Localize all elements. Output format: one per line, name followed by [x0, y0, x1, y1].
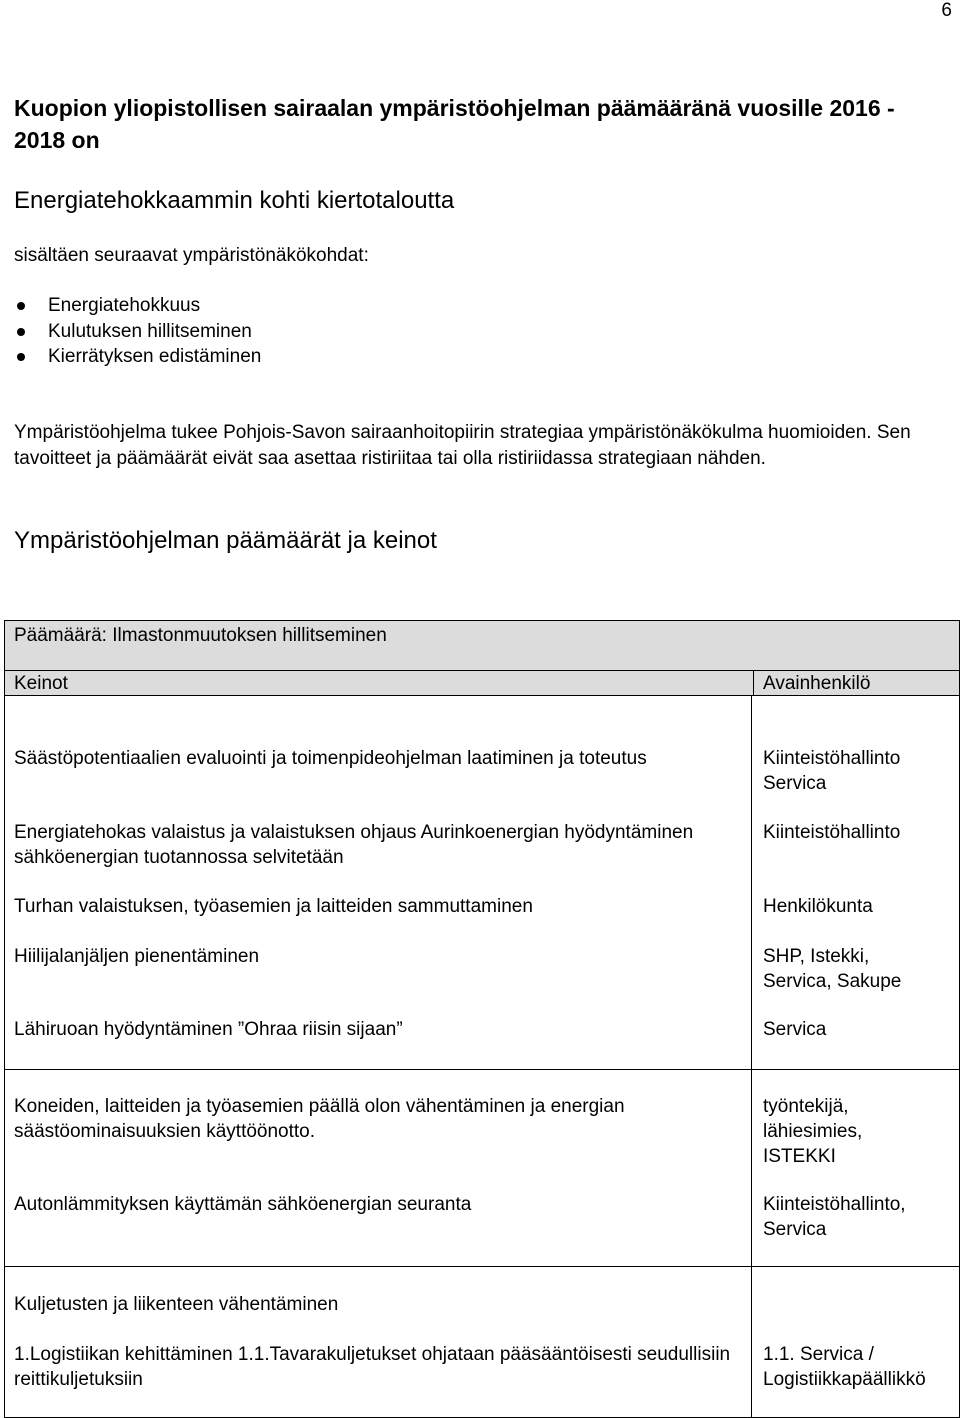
table-block: [4, 1267, 960, 1418]
list-item: Kierrätyksen edistäminen: [14, 344, 261, 370]
list-item: Energiatehokkuus: [14, 293, 261, 319]
strategy-paragraph: Ympäristöohjelma tukee Pohjois-Savon sairaanhoitopiirin strategiaa ympäristönäkökulma huomioiden. Sen tavoitteet ja päämäärät eivät saa asettaa ristiriitaa tai olla ristiriidassa strategiaan nähden.: [14, 422, 911, 469]
goal-table-header: [4, 620, 960, 696]
table-cell-means: Lähiruoan hyödyntäminen ”Ohraa riisin sijaan”: [14, 1019, 403, 1040]
table-block: [4, 1070, 960, 1267]
table-cell-means: Turhan valaistuksen, työasemien ja laitteiden sammuttaminen: [14, 896, 533, 917]
aspect-list: [14, 293, 261, 370]
program-motto: Energiatehokkaammin kohti kiertotaloutta: [14, 187, 455, 214]
bullet-icon: [17, 353, 25, 361]
table-cell-means: 1.Logistiikan kehittäminen 1.1.Tavarakuljetukset ohjataan pääsääntöisesti seudullisiin reittikuljetuksiin: [14, 1344, 731, 1390]
table-cell-person: työntekijä, lähiesimies, ISTEKKI: [763, 1096, 863, 1167]
lead-text: sisältäen seuraavat ympäristönäkökohdat:: [14, 245, 369, 266]
page-number: 6: [941, 0, 952, 21]
table-cell-means: Hiilijalanjäljen pienentäminen: [14, 946, 260, 967]
page-title: Kuopion yliopistollisen sairaalan ympäristöohjelman päämääränä vuosille 2016 - 2018 on: [14, 95, 895, 153]
table-cell-means: Energiatehokas valaistus ja valaistuksen ohjaus Aurinkoenergian hyödyntäminen sähköenergian tuotannossa selvitetään: [14, 822, 694, 868]
bullet-icon: [17, 302, 25, 310]
bullet-icon: [17, 328, 25, 336]
table-cell-person: 1.1. Servica / Logistiikkapäällikkö: [763, 1344, 926, 1390]
table-cell-person: Servica: [763, 1019, 827, 1040]
table-cell-person: Kiinteistöhallinto: [763, 822, 901, 843]
table-cell-means: Autonlämmityksen käyttämän sähköenergian seuranta: [14, 1194, 472, 1215]
table-cell-means: Koneiden, laitteiden ja työasemien päällä olon vähentäminen ja energian säästöominaisuuksien käyttöönotto.: [14, 1096, 625, 1142]
table-cell-means: Kuljetusten ja liikenteen vähentäminen: [14, 1294, 339, 1315]
table-cell-person: SHP, Istekki, Servica, Sakupe: [763, 946, 902, 992]
section-title: Ympäristöohjelman päämäärät ja keinot: [14, 527, 437, 554]
means-column-header: Keinot: [14, 673, 68, 694]
person-column-header: Avainhenkilö: [763, 673, 871, 694]
list-item: Kulutuksen hillitseminen: [14, 319, 261, 345]
goal-row: [5, 621, 959, 671]
table-cell-means: Säästöpotentiaalien evaluointi ja toimenpideohjelman laatiminen ja toteutus: [14, 748, 647, 769]
table-cell-person: Henkilökunta: [763, 896, 873, 917]
table-cell-person: Kiinteistöhallinto, Servica: [763, 1194, 906, 1240]
goal-text: Päämäärä: Ilmastonmuutoksen hillitseminen: [14, 625, 387, 646]
table-cell-person: Kiinteistöhallinto Servica: [763, 748, 901, 794]
table-block: [4, 695, 960, 1070]
